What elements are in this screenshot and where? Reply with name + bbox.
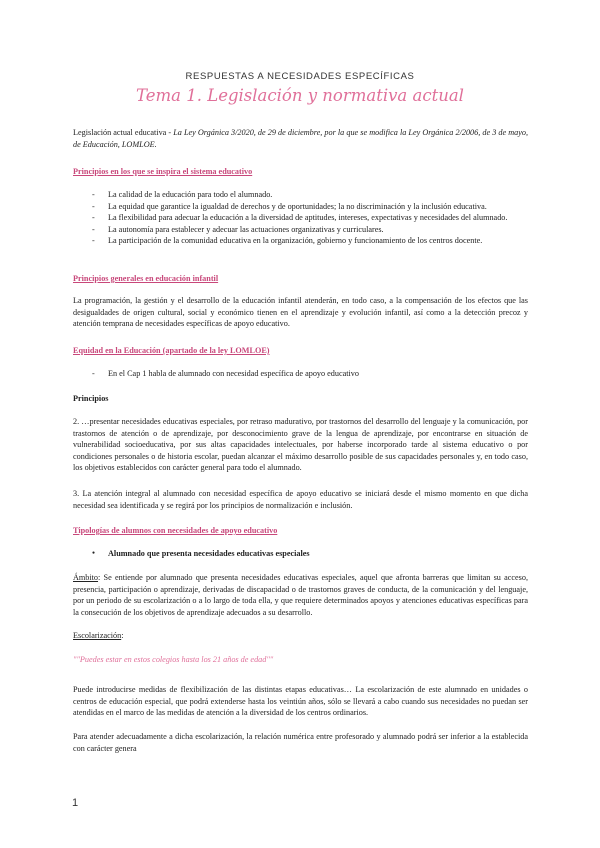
list-item: - En el Cap 1 habla de alumnado con necesidad específica de apoyo educativo — [73, 368, 528, 380]
heading-equidad: Equidad en la Educación (apartado de la ley LOMLOE) — [73, 346, 270, 355]
intro-paragraph — [73, 127, 528, 150]
law-reference: La Ley Orgánica 3/2020, de 29 de diciembre, por la que se modifica la Ley Orgánica 2/2006, de 3 de mayo, de Educación, LOMLOE. — [73, 128, 528, 149]
list-item: - La equidad que garantice la igualdad de derechos y de oportunidades; la no discriminación y la inclusión educativa. — [73, 201, 528, 213]
quote-note: ""Puedes estar en estos colegios hasta los 21 años de edad"" — [73, 655, 274, 664]
section-heading — [73, 166, 528, 178]
list-item: - La calidad de la educación para todo el alumnado. — [73, 189, 528, 201]
heading-principios-sistema: Principios en los que se inspira el sistema educativo — [73, 167, 253, 176]
ambito-label: Ámbito — [73, 573, 99, 582]
page-title: Tema 1. Legislación y normativa actual — [136, 86, 464, 105]
paragraph: Para atender adecuadamente a dicha escolarización, la relación numérica entre profesorado y alumnado podrá ser inferior a la establecida con carácter genera — [73, 732, 528, 753]
heading-principios: Principios — [73, 394, 109, 403]
section-heading — [73, 345, 528, 357]
heading-educacion-infantil: Principios generales en educación infantil — [73, 274, 219, 283]
intro-label: Legislación actual educativa - — [73, 128, 174, 137]
list-item: - La flexibilidad para adecuar la educación a la diversidad de aptitudes, intereses, expectativas y necesidades del alumnado. — [73, 212, 528, 224]
escolarizacion-label: Escolarización — [73, 631, 122, 640]
paragraph: 3. La atención integral al alumnado con necesidad específica de apoyo educativo se iniciará desde el mismo momento en que dicha necesidad sea identificada y se regirá por los principios de normalización e inclusión. — [73, 489, 528, 510]
escolarizacion-colon: : — [121, 631, 124, 640]
page-number: 1 — [72, 797, 79, 809]
document-header: RESPUESTAS A NECESIDADES ESPECÍFICAS — [185, 71, 415, 82]
paragraph: Puede introducirse medidas de flexibilización de las distintas etapas educativas… La escolarización de este alumnado en unidades o centros de educación especial, que podrá extenderse hasta los veintiún años, sólo se llevará a cabo cuando sus necesidades no puedan ser atendidas en el marco de las medidas de atención a la diversidad de los centros ordinarios. — [73, 685, 528, 718]
tipologias-list — [73, 548, 528, 560]
ambito-text: : Se entiende por alumnado que presenta necesidades educativas especiales, aquel que afronta barreras que limitan su acceso, presencia, participación o aprendizaje, derivadas de discapacidad o de trastornos graves de conducta, de la comunicación y del lenguaje, por un periodo de su escolarización o a lo largo de toda ella, y que requiere determinados apoyos y atenciones educativas específicas para la consecución de los objetivos de aprendizaje adecuados a su desarrollo. — [73, 573, 528, 617]
list-item: - La autonomía para establecer y adecuar las actuaciones organizativas y curriculares. — [73, 224, 528, 236]
equidad-list — [73, 368, 528, 380]
list-item: - La participación de la comunidad educativa en la organización, gobierno y funcionamiento de los centros docente. — [73, 235, 528, 247]
list-item: ● Alumnado que presenta necesidades educativas especiales — [73, 548, 528, 560]
principles-list — [73, 189, 528, 247]
section-heading — [73, 273, 528, 285]
escolarizacion-heading — [73, 630, 528, 642]
ambito-paragraph — [73, 572, 528, 618]
section-heading — [73, 525, 528, 537]
paragraph: 2. …presentar necesidades educativas especiales, por retraso madurativo, por trastornos del desarrollo del lenguaje y la comunicación, por trastornos de atención o de aprendizaje, por desconocimiento grave de la lengua de aprendizaje, por encontrarse en situación de vulnerabilidad socioeducativa, por sus altas capacidades intelectuales, por haberse incorporado tarde al sistema educativo o por condiciones personales o de historia escolar, puedan alcanzar el máximo desarrollo posible de sus capacidades personales y, en todo caso, los objetivos establecidos con carácter general para todo el alumnado. — [73, 417, 528, 473]
heading-tipologias: Tipologías de alumnos con necesidades de apoyo educativo — [73, 526, 278, 535]
paragraph: La programación, la gestión y el desarrollo de la educación infantil atenderán, en todo caso, a la compensación de los efectos que las desigualdades de origen cultural, social y económico tienen en el aprendizaje y evolución infantil, así como a la detección precoz y atención temprana de necesidades específicas de apoyo educativo. — [73, 296, 528, 329]
